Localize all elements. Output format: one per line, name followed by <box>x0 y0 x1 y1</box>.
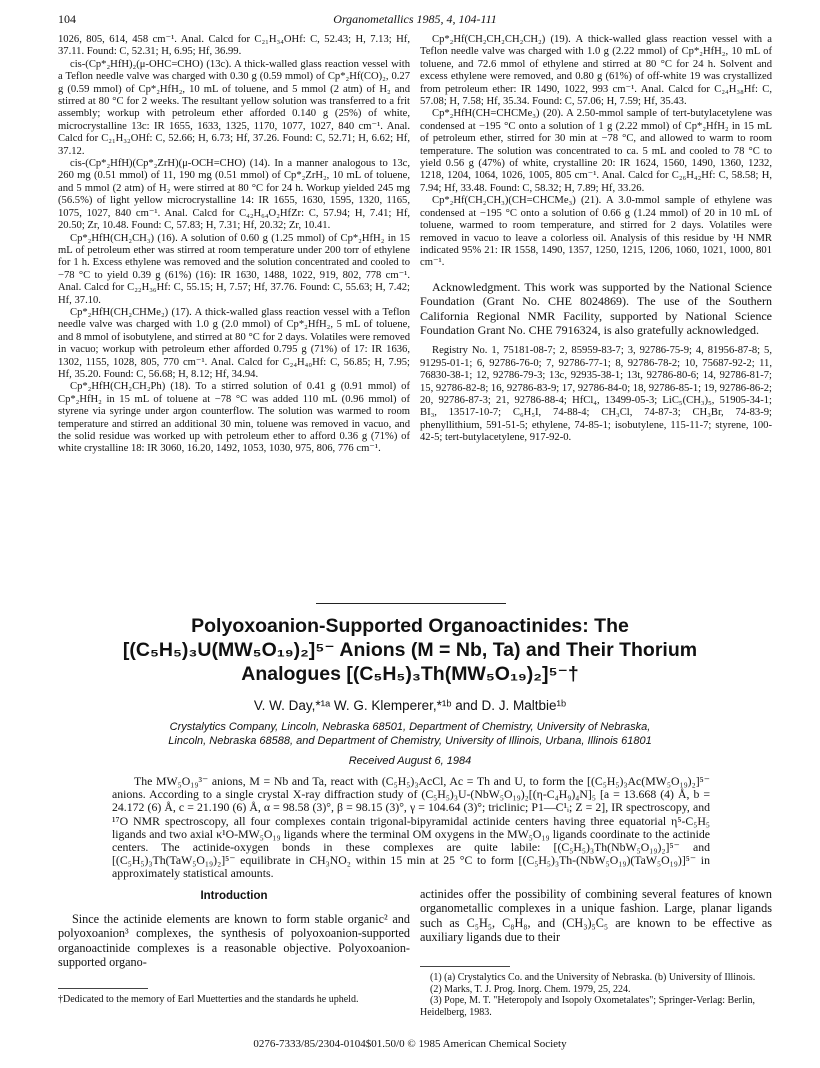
authors: V. W. Day,*¹ᵃ W. G. Klemperer,*¹ᵇ and D. J. Maltbie¹ᵇ <box>253 698 567 713</box>
affiliations <box>60 720 760 748</box>
page-header <box>58 12 772 28</box>
intro-paragraph-continued: actinides offer the possibility of combining several features of known organometallic complexes in a unique fashion. Large, planar ligands such as C₅H₅, C₈H₈, and (CH₃)₅C₅ are known to be effective as auxiliary ligands due to their <box>420 887 772 945</box>
section-heading: Introduction <box>200 890 268 902</box>
title-line: Polyoxoanion-Supported Organoactinides: The <box>191 615 629 637</box>
copyright-footer: 0276-7333/85/2304-0104$01.50/0 © 1985 American Chemical Society <box>253 1038 567 1050</box>
acknowledgment-section <box>420 280 772 338</box>
received-date: Received August 6, 1984 <box>348 755 472 767</box>
abstract: The MW₅O₁₉³⁻ anions, M = Nb and Ta, react with (C₅H₅)₃AcCl, Ac = Th and U, to form the [(C₅H₅)₃Ac(MW₅O₁₉)₂]⁵⁻ anions. According to a single crystal X-ray diffraction study of (C₅H₅)₃U-(NbW₅O₁₉)₂[(η-C₄H₉)₄N]₅ [a = 13.668 (4) Å, b = 24.172 (6) Å, c = 21.190 (6) Å, α = 98.58 (3)°, β = 98.15 (3)°, γ = 104.64 (3)°; triclinic; P1—C¹ᵢ; Z = 2], IR spectroscopy, and ¹⁷O NMR spectroscopy, all four complexes contain trigonal-bipyramidal actinide centers having three equatorial η⁵-C₅H₅ ligands and two axial κ¹O-MW₅O₁₉ ligands where the terminal OM oxygens in the MW₅O₁₉ ligands coordinate to the actinide centers. The actinide-oxygen bonds in these complexes are quite labile: [(C₅H₅)₃Th(NbW₅O₁₉)₂]⁵⁻ and [(C₅H₅)₃Th(TaW₅O₁₉)₂]⁵⁻ equilibrate in CH₃NO₂ within 15 min at 25 °C to form [(C₅H₅)₃Th-(NbW₅O₁₉)(TaW₅O₁₉)]⁵⁻ in approximately statistical amounts. <box>112 774 710 881</box>
page-number: 104 <box>58 12 76 26</box>
affiliation-line: Lincoln, Nebraska 68588, and Department of Chemistry, University of Illinois, Urbana, Illinois 61801 <box>168 735 652 747</box>
left-column <box>58 34 410 456</box>
registry-numbers: Registry No. 1, 75181-08-7; 2, 85959-83-7; 3, 92786-75-9; 4, 81956-87-8; 5, 91295-01-1; 6, 92786-76-0; 7, 92786-77-1; 8, 92786-78-2; 10, 75687-92-2; 11, 76830-38-1; 12, 92786-79-3; 13c, 92935-38-1; 13t, 92786-80-6; 14, 92786-81-7; 15, 92786-82-8; 16, 92786-83-9; 17, 92786-84-0; 18, 92786-85-1; 19, 92786-86-2; 20, 92786-87-3; 21, 92786-88-4; HfCl₄, 13499-05-3; LiC₅(CH₃)₅, 51905-34-1; BI₃, 13517-10-7; C₆H₅I, 74-88-4; CH₃Cl, 74-87-3; CH₃Br, 74-83-9; phenyllithium, 591-51-5; ethylene, 74-85-1; isobutylene, 115-11-7; styrene, 100-42-5; tert-butylacetylene, 917-92-0. <box>420 345 772 444</box>
footnote-rule <box>58 988 148 989</box>
paragraph: cis-(Cp*₂HfH)(Cp*₂ZrH)(μ-OCH=CHO) (14). In a manner analogous to 13c, 260 mg (0.51 mmol) of 11, 190 mg (0.51 mmol) of Cp*₂ZrH₂, 10 mL of toluene, and 5 mmol (2 atm) of H₂ were stirred at 80 °C for 24 h. Workup yielded 245 mg (56.5%) of light yellow microcrystalline 14: IR 1655, 1630, 1595, 1320, 1165, 1075, 1027, 840 cm⁻¹. Anal. Calcd for C₄₂H₆₄O₂HfZr: C, 57.94; H, 7.41; Hf, 20.50; Zr, 10.48. Found: C, 57.83; H, 7.31; Hf, 20.32; Zr, 10.41. <box>58 158 410 232</box>
footnote: (1) (a) Crystalytics Co. and the University of Nebraska. (b) University of Illinois. <box>430 972 756 983</box>
footnote: (2) Marks, T. J. Prog. Inorg. Chem. 1979, 25, 224. <box>430 983 631 995</box>
footnote-dedication: †Dedicated to the memory of Earl Muetterties and the standards he upheld. <box>58 994 359 1005</box>
paragraph: 1026, 805, 614, 458 cm⁻¹. Anal. Calcd for C₂₁H₃₄OHf: C, 52.43; H, 7.13; Hf, 37.11. Found: C, 52.31; H, 6.95; Hf, 36.99. <box>58 34 410 58</box>
section-divider <box>316 603 506 604</box>
footnotes <box>420 972 772 1018</box>
paragraph: Cp*₂HfH(CH₂CH₃) (16). A solution of 0.60 g (1.25 mmol) of Cp*₂HfH₂ in 15 mL of petroleum ether was stirred at room temperature under 200 torr of ethylene for 1 h. Excess ethylene was removed and the solution concentrated and cooled to −78 °C to yield 0.39 g (61%) (16): IR 1630, 1488, 1022, 919, 802, 778 cm⁻¹. Anal. Calcd for C₂₂H₃₆Hf: C, 55.15; H, 7.57; Hf, 37.76. Found: C, 55.63; H, 7.42; Hf, 37.10. <box>58 232 410 306</box>
title-line: Analogues [(C₅H₅)₃Th(MW₅O₁₉)₂]⁵⁻† <box>241 663 579 685</box>
footnote-rule <box>420 966 510 967</box>
paragraph: Cp*₂HfH(CH₂CHMe₂) (17). A thick-walled glass reaction vessel with a Teflon needle valve was charged with 1.0 g (2.0 mmol) of Cp*₂HfH₂, 5 mL of toluene, and 8 mmol of isobutylene, and stirred at 80 °C for 2 days. Volatiles were removed in vacuo; workup with petroleum ether afforded 0.795 g (71%) of 17: IR 1636, 1302, 1155, 1028, 805, 770 cm⁻¹. Anal. Calcd for C₂₄H₄₀Hf: C, 56.85; H, 7.95; Hf, 35.20. Found: C, 56.68; H, 8.12; Hf, 34.94. <box>58 306 410 380</box>
paragraph: cis-(Cp*₂HfH)₂(μ-OHC=CHO) (13c). A thick-walled glass reaction vessel with a Teflon needle valve was charged with 0.30 g (0.59 mmol) of Cp*₂Hf(CO)₂, 0.27 g (0.59 mmol) of Cp*₂HfH₂, 10 mL of toluene, and 5 mmol (2 atm) of H₂ and stirred at 80 °C for 2 weeks. The resultant yellow solution was transferred to a frit assembly; workup with petroleum ether afforded 0.140 g (25%) of white, microcrystalline 13c: IR 1655, 1633, 1325, 1170, 1077, 1027, 840 cm⁻¹. Anal. Calcd for C₂₁H₃₂OHf: C, 52.66; H, 6.73; Hf, 37.26. Found: C, 52.71; H, 6.62; Hf, 37.12. <box>58 58 410 157</box>
paragraph: Cp*₂Hf(CH₂CH₂CH₂CH₂) (19). A thick-walled glass reaction vessel with a Teflon needle valve was charged with 1.0 g (2.22 mmol) of Cp*₂HfH₂, 10 mL of toluene, and 72.6 mmol of ethylene and stirred at 80 °C for 24 h. Solvent and excess ethylene were removed, and 0.80 g (61%) of off-white 19 was crystallized from petroleum ether: IR 1490, 1022, 993 cm⁻¹. Anal. Calcd for C₂₄H₃₈Hf: C, 57.08; H, 7.58; Hf, 35.34. Found: C, 57.06; H, 7.59; Hf, 35.43. <box>420 34 772 108</box>
article-title <box>60 614 760 686</box>
title-line: [(C₅H₅)₃U(MW₅O₁₉)₂]⁵⁻ Anions (M = Nb, Ta) and Their Thorium <box>122 639 698 661</box>
footnote: (3) Pope, M. T. "Heteropoly and Isopoly Oxometalates"; Springer-Verlag: Berlin, Heidelberg, 1983. <box>420 995 756 1018</box>
paragraph: Cp*₂HfH(CH=CHCMe₃) (20). A 2.50-mmol sample of tert-butylacetylene was condensed at −195 °C onto a solution of 1 g (2.22 mmol) of Cp*₂HfH₂ in 15 mL of petroleum ether, stirred for 30 min at −78 °C, and allowed to warm to room temperature. The solution was concentrated to ca. 5 mL and cooled to 78 °C to yield 0.56 g (47%) of white, crystalline 20: IR 1624, 1560, 1490, 1360, 1232, 1218, 1204, 1064, 1026, 1005, 805 cm⁻¹. Anal. Calcd for C₂₆H₄₂Hf: C, 58.58; H, 7.94; Hf, 33.48. Found: C, 58.32; H, 7.89; Hf, 33.26. <box>420 108 772 194</box>
registry-section <box>420 345 772 444</box>
affiliation-line: Crystalytics Company, Lincoln, Nebraska 68501, Department of Chemistry, University of Nebraska, <box>169 721 651 733</box>
right-column <box>420 34 772 445</box>
paragraph: Cp*₂Hf(CH₂CH₃)(CH=CHCMe₃) (21). A 3.0-mmol sample of ethylene was condensed at −195 °C onto a solution of 0.66 g (1.24 mmol) of 20 in 10 mL of toluene, warmed to room temperature, and stirred for 2 days. Volatiles were removed in vacuo to leave a colorless oil. Analysis of this residue by ¹H NMR indicated 95% 21: IR 1558, 1490, 1357, 1250, 1215, 1206, 1060, 1021, 1000, 801 cm⁻¹. <box>420 195 772 269</box>
paragraph: Cp*₂HfH(CH₂CH₂Ph) (18). To a stirred solution of 0.41 g (0.91 mmol) of Cp*₂HfH₂ in 15 mL of toluene at −78 °C was added 110 mL (0.96 mmol) of styrene via syringe under argon counterflow. The solution was warmed to room temperature and stirred an additional 30 min, toluene was removed in vacuo, and the solid residue was worked up with petroleum ether to afford 0.36 g (71%) of white crystalline 18: IR 3060, 16.20, 1492, 1053, 1030, 975, 806, 776 cm⁻¹. <box>58 381 410 455</box>
journal-reference: Organometallics 1985, 4, 104-111 <box>333 12 497 26</box>
intro-paragraph: Since the actinide elements are known to form stable organic² and polyoxoanion³ complexes, the synthesis of polyoxoanion-supported organoactinide complexes is a reasonable objective. Polyoxoanion-supported organo- <box>58 912 410 970</box>
acknowledgment: Acknowledgment. This work was supported by the National Science Foundation (Grant No. CHE 8024869). The use of the Southern California Regional NMR Facility, supported by National Science Foundation Grant No. CHE 7916324, is also gratefully acknowledged. <box>420 279 772 337</box>
